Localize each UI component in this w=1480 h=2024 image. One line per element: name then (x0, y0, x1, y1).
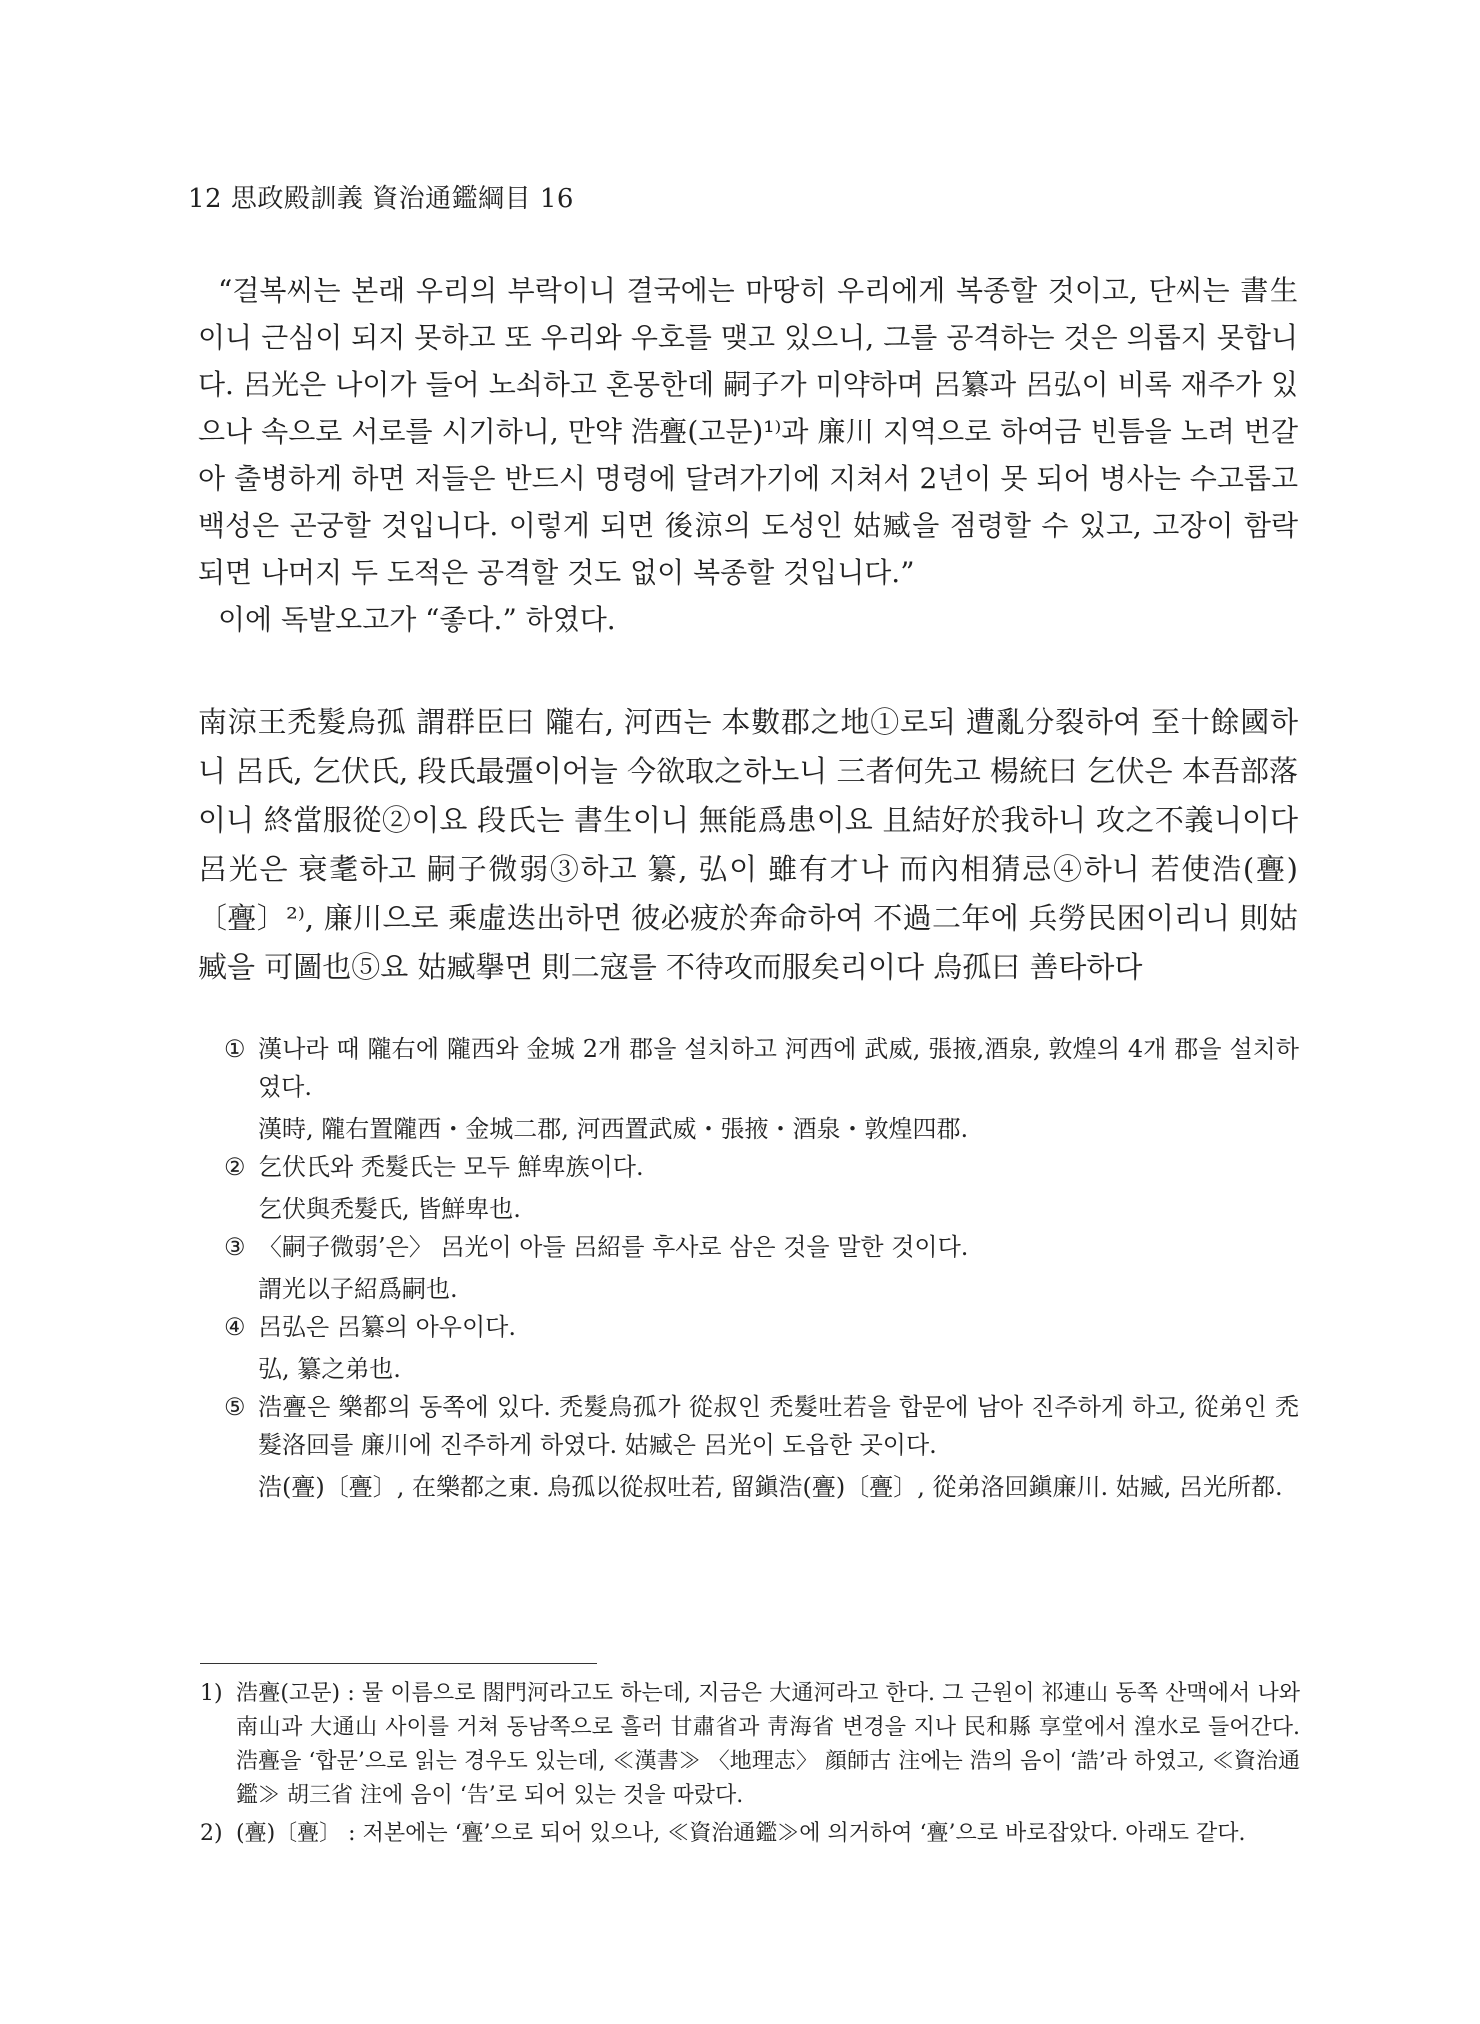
footnote-list (200, 1677, 1300, 1851)
original-text: 南涼王禿髮烏孤 謂群臣曰 隴右, 河西는 本數郡之地①로되 遭亂分裂하여 至十餘國하니 呂氏, 乞伏氏, 段氏最彊이어늘 今欲取之하노니 三者何先고 楊統曰 乞伏은 本吾部落이니 終當服從②이요 段氏는 書生이니 無能爲患이요 且結好於我하니 攻之不義니이다 呂光은 衰耄하고 嗣子微弱③하고 纂, 弘이 雖有才나 而內相猜忌④하니 若使浩(亹)〔亹〕²⁾, 廉川으로 乘虛迭出하면 彼必疲於奔命하여 不過二年에 兵勞民困이리니 則姑臧을 可圖也⑤요 姑臧擧면 則二寇를 不待攻而服矣리이다 烏孤曰 善타하다 (198, 705, 1298, 984)
annotation-list (224, 1030, 1299, 1506)
annotation-korean: 〈嗣子微弱’은〉 呂光이 아들 呂紹를 후사로 삼은 것을 말한 것이다. (258, 1233, 969, 1261)
annotation-item (224, 1228, 1299, 1308)
annotation-number: ④ (224, 1313, 246, 1341)
footnote-text: 浩亹(고문) : 물 이름으로 閤門河라고도 하는데, 지금은 大通河라고 한다. 그 근원이 祁連山 동쪽 산맥에서 나와 南山과 大通山 사이를 거쳐 동남쪽으로 흘러 甘肅省과 靑海省 변경을 지나 民和縣 享堂에서 湟水로 들어간다. 浩亹을 ‘합문’으로 읽는 경우도 있는데, ≪漢書≫ 〈地理志〉 顔師古 注에는 浩의 음이 ‘誥’라 하였고, ≪資治通鑑≫ 胡三省 注에 음이 ‘告’로 되어 있는 것을 따랐다. (236, 1681, 1300, 1808)
annotation-korean: 漢나라 때 隴右에 隴西와 金城 2개 郡을 설치하고 河西에 武威, 張掖,酒泉, 敦煌의 4개 郡을 설치하였다. (258, 1035, 1299, 1101)
translation-paragraph-1: “걸복씨는 본래 우리의 부락이니 결국에는 마땅히 우리에게 복종할 것이고, 단씨는 書生이니 근심이 되지 못하고 또 우리와 우호를 맺고 있으니, 그를 공격하는 것은 의롭지 못합니다. 呂光은 나이가 들어 노쇠하고 혼몽한데 嗣子가 미약하며 呂纂과 呂弘이 비록 재주가 있으나 속으로 서로를 시기하니, 만약 浩亹(고문)¹⁾과 廉川 지역으로 하여금 빈틈을 노려 번갈아 출병하게 하면 저들은 반드시 명령에 달려가기에 지쳐서 2년이 못 되어 병사는 수고롭고 백성은 곤궁할 것입니다. 이렇게 되면 後涼의 도성인 姑臧을 점령할 수 있고, 고장이 함락되면 나머지 두 도적은 공격할 것도 없이 복종할 것입니다.” (198, 274, 1298, 589)
annotation-item (224, 1148, 1299, 1228)
annotation-number: ① (224, 1035, 246, 1063)
annotation-number: ② (224, 1153, 246, 1181)
annotation-hanja: 漢時, 隴右置隴西・金城二郡, 河西置武威・張掖・酒泉・敦煌四郡. (258, 1115, 969, 1143)
footnote-item (200, 1677, 1300, 1813)
translation-block (198, 267, 1298, 643)
footnote-item (200, 1817, 1300, 1851)
footnote-number: 1) (200, 1681, 223, 1706)
original-text-block (198, 698, 1298, 992)
annotation-korean: 浩亹은 樂都의 동쪽에 있다. 禿髮烏孤가 從叔인 禿髮吐若을 합문에 남아 진주하게 하고, 從弟인 禿髮洛回를 廉川에 진주하게 하였다. 姑臧은 呂光이 도읍한 곳이다. (258, 1393, 1299, 1459)
annotation-hanja: 乞伏與禿髮氏, 皆鮮卑也. (258, 1195, 521, 1223)
annotation-hanja: 弘, 纂之弟也. (258, 1355, 401, 1383)
footnote-text: (亹)〔亹〕 : 저본에는 ‘亹’으로 되어 있으나, ≪資治通鑑≫에 의거하여 ‘亹’으로 바로잡았다. 아래도 같다. (236, 1821, 1246, 1846)
page-header: 12 思政殿訓義 資治通鑑綱目 16 (188, 184, 574, 214)
annotation-item (224, 1308, 1299, 1388)
annotation-korean: 呂弘은 呂纂의 아우이다. (258, 1313, 516, 1341)
annotation-korean: 乞伏氏와 禿髮氏는 모두 鮮卑族이다. (258, 1153, 644, 1181)
annotation-item (224, 1388, 1299, 1506)
annotation-number: ⑤ (224, 1393, 246, 1421)
annotation-hanja: 浩(亹)〔亹〕, 在樂都之東. 烏孤以從叔吐若, 留鎭浩(亹)〔亹〕, 從弟洛回鎭廉川. 姑臧, 呂光所都. (258, 1473, 1283, 1501)
annotation-item (224, 1030, 1299, 1148)
translation-paragraph-2: 이에 독발오고가 “좋다.” 하였다. (218, 603, 616, 636)
annotation-number: ③ (224, 1233, 246, 1261)
footnote-number: 2) (200, 1821, 223, 1846)
annotation-hanja: 謂光以子紹爲嗣也. (258, 1275, 458, 1303)
footnote-divider (200, 1663, 597, 1664)
